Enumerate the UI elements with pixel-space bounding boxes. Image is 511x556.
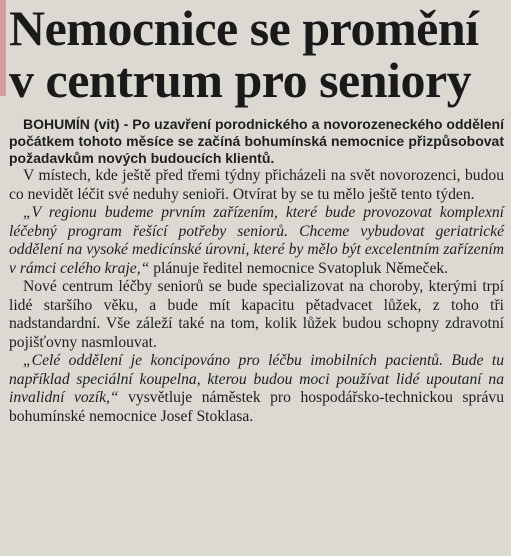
quote-2: „Celé oddělení je koncipováno pro léčbu imobilních pacientů. Bude tu například speciální koupelna, kterou budou moci používat lidé upoutaní na invalidní vozík,“ bbox=[9, 352, 504, 406]
paragraph-3: Nové centrum léčby seniorů se bude specializovat na choroby, kterými trpí lidé staršího věku, a bude mít kapacitu pětadvacet lůžek, z toho tři nadstandardní. Vše záleží také na tom, kolik lůžek budou schopny zdravotní pojišťovny nasmlouvat. bbox=[9, 278, 504, 351]
paragraph-4 bbox=[9, 352, 504, 426]
paragraph-1: V místech, kde ještě před třemi týdny přicházeli na svět novorozenci, budou co nevidět léčit své neduhy senioři. Otvírat by se tu mělo ještě tento týden. bbox=[9, 167, 504, 203]
paragraph-2 bbox=[9, 204, 504, 278]
headline-line-1: Nemocnice se promění bbox=[9, 0, 479, 56]
quote-2-attribution: vysvětluje náměstek pro hospodářsko-technickou správu bohumínské nemocnice Josef Stoklasa. bbox=[9, 389, 504, 425]
headline bbox=[9, 2, 504, 106]
quote-1-attribution: plánuje ředitel nemocnice Svatopluk Němeček. bbox=[149, 259, 449, 277]
lead-paragraph: BOHUMÍN (vit) - Po uzavření porodnického a novorozeneckého oddělení počátkem tohoto měsíce se začíná bohumínská nemocnice přizpůsobovat požadavkům nových budoucích klientů. bbox=[9, 116, 504, 166]
quote-1: „V regionu budeme prvním zařízením, které bude provozovat komplexní léčebný program řešící potřeby seniorů. Chceme vybudovat geriatrické oddělení na vysoké medicínské úrovni, které by mělo být excelentním zařízením v rámci celého kraje,“ bbox=[9, 204, 504, 277]
red-edge-mark bbox=[0, 0, 6, 96]
headline-line-2: v centrum pro seniory bbox=[9, 52, 472, 108]
